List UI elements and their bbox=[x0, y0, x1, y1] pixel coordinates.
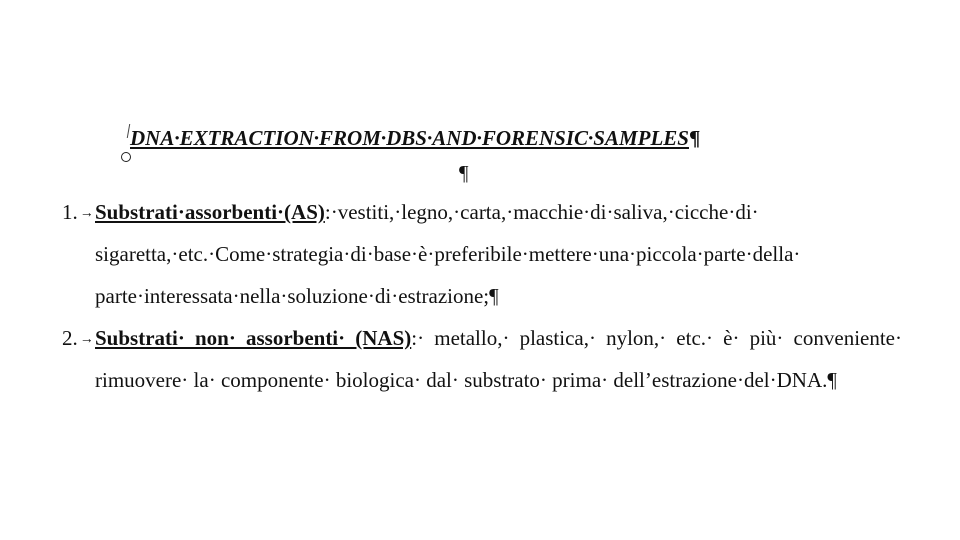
list-item-text: :·vestiti,·legno,·carta,·macchie·di·saliva,·cicche·di· sigaretta,·etc.·Come·strategia·di·base·è·preferibile·mettere·una·piccola·parte·della· parte·interessata·nella·soluzione·di·estrazione;¶ bbox=[95, 200, 801, 308]
list-number-text: 1. bbox=[62, 200, 78, 224]
paragraph-mark-icon: ¶ bbox=[688, 126, 701, 150]
list-item-text: :· metallo,· plastica,· nylon,· etc.· è· più· conveniente· rimuovere· la· componente· biologica· dal· substrato· prima· dell’estrazione·del·DNA.¶ bbox=[95, 326, 902, 392]
list-item-number bbox=[62, 317, 94, 361]
list-item-number bbox=[62, 191, 94, 235]
document-title: DNA·EXTRACTION·FROM·DBS·AND·FORENSIC·SAMPLES bbox=[130, 126, 689, 150]
numbered-list bbox=[62, 191, 902, 401]
list-item bbox=[62, 317, 902, 401]
tab-arrow-icon: → bbox=[79, 332, 94, 347]
list-item-body bbox=[95, 191, 902, 317]
list-item-term: Substrati·assorbenti·(AS) bbox=[95, 200, 325, 224]
list-number-text: 2. bbox=[62, 326, 78, 350]
list-item-term: Substrati· non· assorbenti· (NAS) bbox=[95, 326, 412, 350]
tab-arrow-icon: → bbox=[79, 206, 94, 221]
blank-paragraph: ¶ bbox=[459, 161, 469, 185]
title-line bbox=[130, 126, 830, 156]
list-item bbox=[62, 191, 902, 317]
list-item-body bbox=[95, 317, 902, 401]
